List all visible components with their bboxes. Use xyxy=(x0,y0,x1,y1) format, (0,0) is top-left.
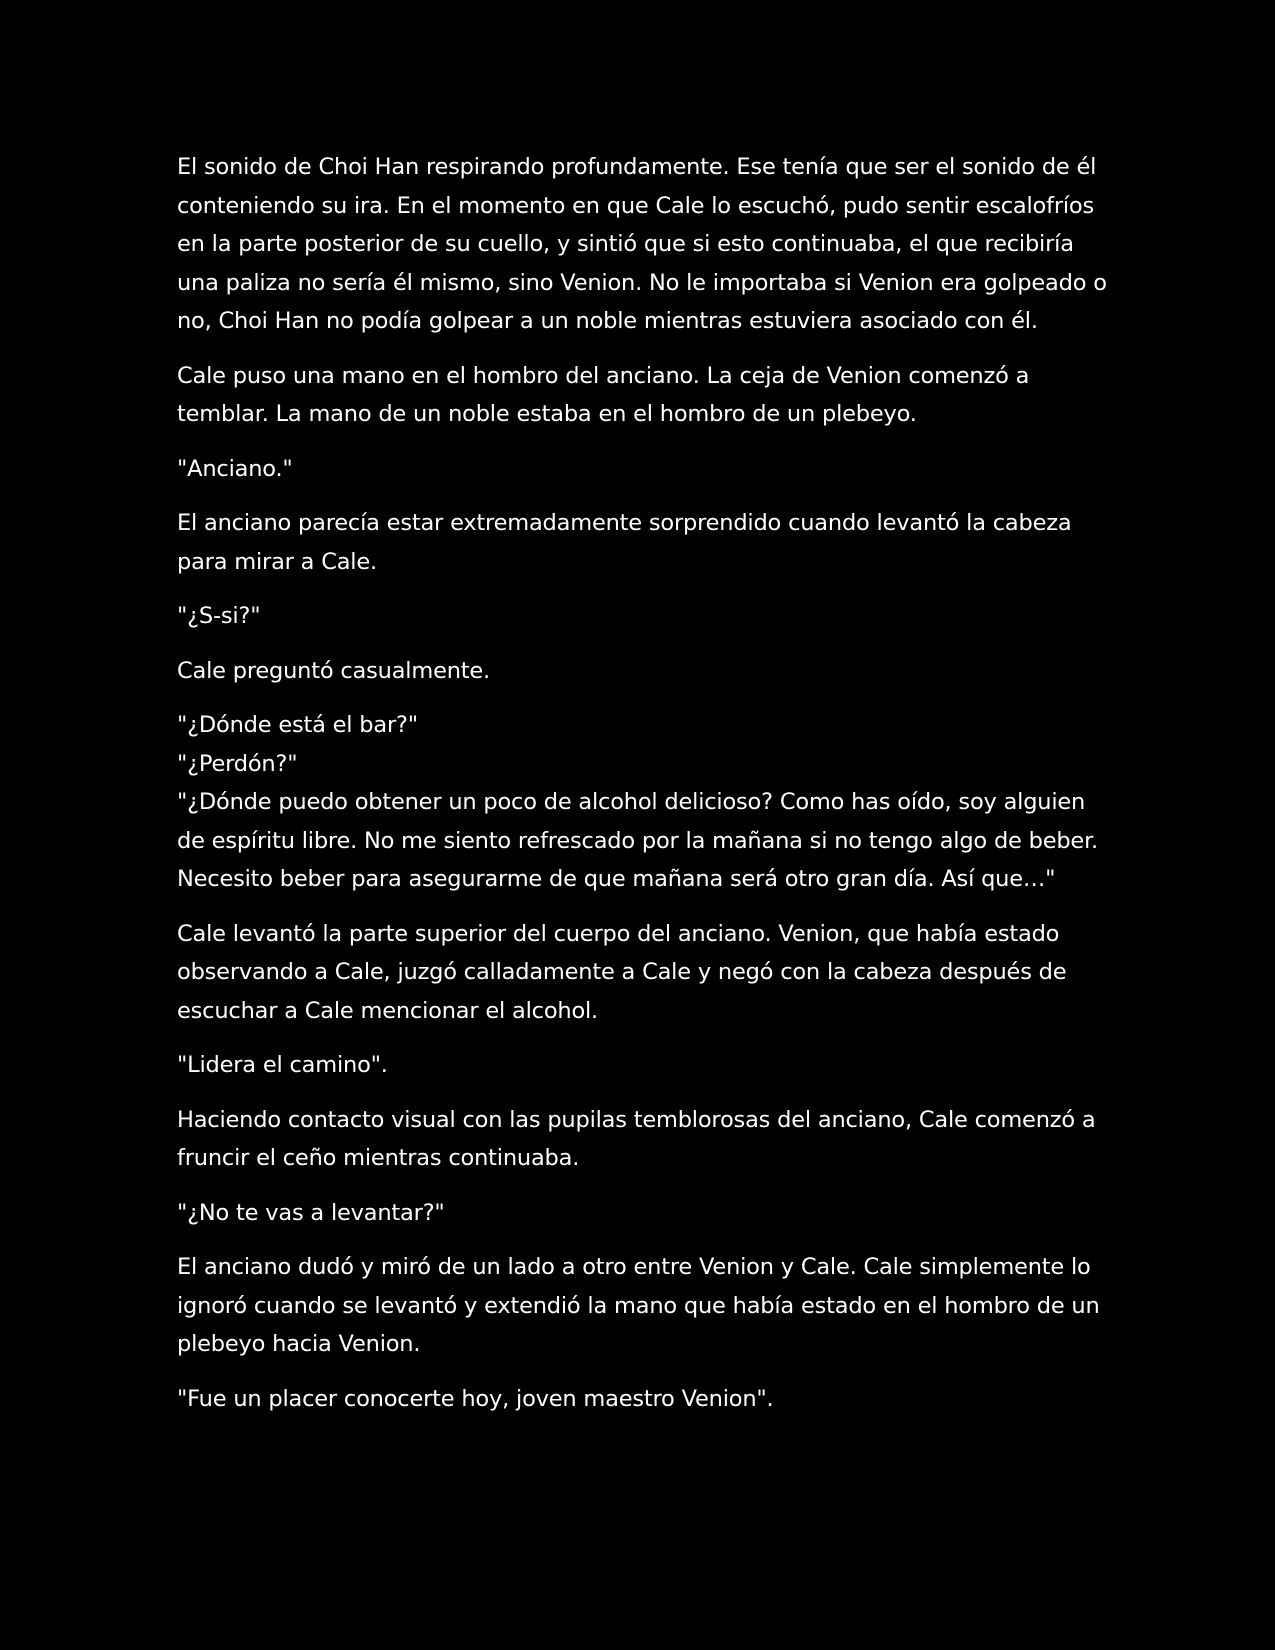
paragraph: Cale preguntó casualmente. xyxy=(177,657,490,684)
dialogue-line: "¿S-si?" xyxy=(177,603,261,629)
dialogue-line: "¿Perdón?" xyxy=(177,750,298,777)
dialogue-line: "¿No te vas a levantar?" xyxy=(177,1199,445,1226)
dialogue-line: "Lidera el camino". xyxy=(177,1052,388,1078)
paragraph: El anciano parecía estar extremadamente sorprendido cuando levantó la cabeza para mirar a Cale. xyxy=(177,510,1072,575)
paragraph: Cale puso una mano en el hombro del anciano. La ceja de Venion comenzó a temblar. La mano de un noble estaba en el hombro de un plebeyo. xyxy=(177,362,1030,427)
document-body xyxy=(177,148,1107,1434)
paragraph: El sonido de Choi Han respirando profundamente. Ese tenía que ser el sonido de él conteniendo su ira. En el momento en que Cale lo escuchó, pudo sentir escalofríos en la parte posterior de su cuello, y sintió que si esto continuaba, el que recibiría una paliza no sería él mismo, sino Venion. No le importaba si Venion era golpeado o no, Choi Han no podía golpear a un noble mientras estuviera asociado con él. xyxy=(177,154,1107,334)
dialogue-line: "¿Dónde puedo obtener un poco de alcohol delicioso? Como has oído, soy alguien de espíritu libre. No me siento refrescado por la mañana si no tengo algo de beber. Necesito beber para asegurarme de que mañana será otro gran día. Así que…" xyxy=(177,789,1099,892)
paragraph: El anciano dudó y miró de un lado a otro entre Venion y Cale. Cale simplemente lo ignoró cuando se levantó y extendió la mano que había estado en el hombro de un plebeyo hacia Venion. xyxy=(177,1254,1100,1357)
paragraph: Haciendo contacto visual con las pupilas temblorosas del anciano, Cale comenzó a fruncir el ceño mientras continuaba. xyxy=(177,1106,1096,1171)
dialogue-line: "Fue un placer conocerte hoy, joven maestro Venion". xyxy=(177,1385,774,1412)
dialogue-line: "¿Dónde está el bar?" xyxy=(177,712,418,738)
paragraph: Cale levantó la parte superior del cuerpo del anciano. Venion, que había estado observando a Cale, juzgó calladamente a Cale y negó con la cabeza después de escuchar a Cale mencionar el alcohol. xyxy=(177,920,1067,1024)
dialogue-line: "Anciano." xyxy=(177,455,293,482)
